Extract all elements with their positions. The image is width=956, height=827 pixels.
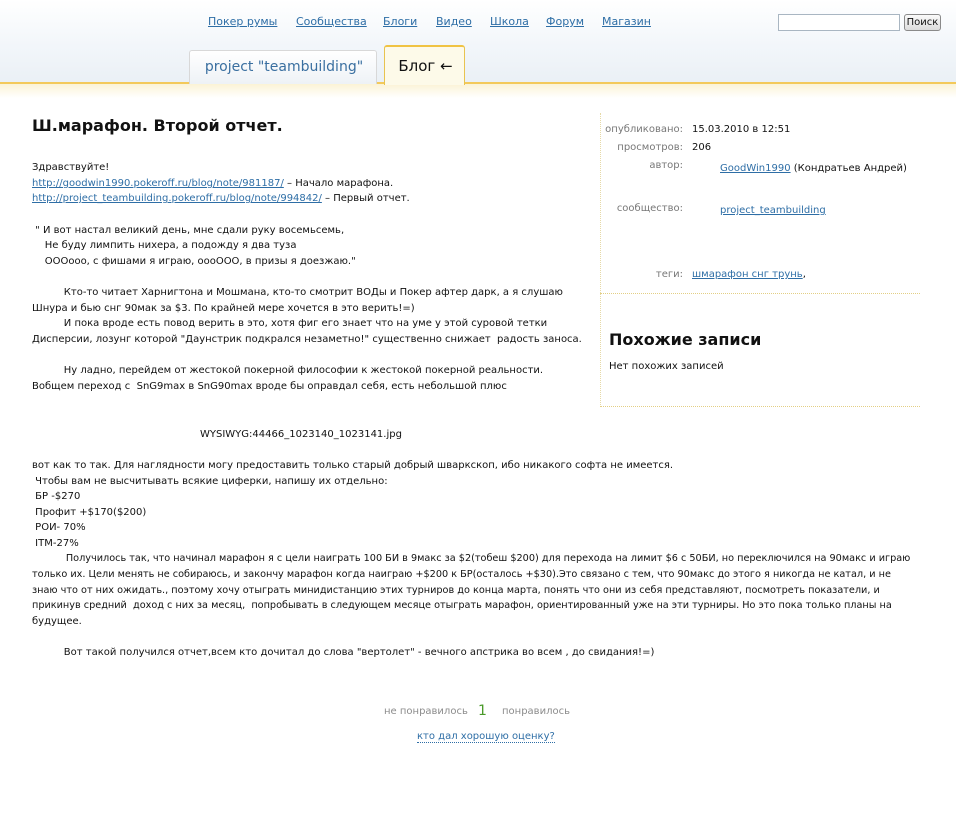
nav-video[interactable]: Видео xyxy=(436,15,472,28)
paragraph-line: прикинув средний доход с них за месяц, попробывать в следующем месяце отыграть марафон, ориентированный уже на эти турниры. Но это пока только планы на xyxy=(32,600,892,611)
author-fullname: (Кондратьев Андрей) xyxy=(790,163,907,174)
poem-line: Не буду лимпить нихера, а подожду я два туза xyxy=(32,240,297,251)
sidebar-divider xyxy=(600,406,920,407)
paragraph-line: Дисперсии, лозунг которой "Даунстрик подкрался незаметно!" существенно снижает радость заноса. xyxy=(32,334,582,345)
image-placeholder-caption: WYSIWYG:44466_1023140_1023141.jpg xyxy=(200,429,402,440)
link1-suffix: – Начало марафона. xyxy=(283,178,394,189)
nav-school[interactable]: Школа xyxy=(490,15,529,28)
nav-blogs[interactable]: Блоги xyxy=(383,15,418,28)
marathon-start-link[interactable]: http://goodwin1990.pokeroff.ru/blog/note/981187/ xyxy=(32,178,284,189)
search-button[interactable]: Поиск xyxy=(904,14,941,31)
published-value: 15.03.2010 в 12:51 xyxy=(692,124,791,135)
closing-line: Вот такой получился отчет,всем кто дочитал до слова "вертолет" - вечного апстрика во всем , до свидания!=) xyxy=(32,647,655,658)
paragraph-line: Шнура и бью снг 90мак за $3. По крайней мере хочется в это верить!=) xyxy=(32,303,415,314)
community-link[interactable]: project_teambuilding xyxy=(720,205,826,216)
paragraph-line: Получилось так, что начинал марафон я с цели наиграть 100 БИ в 9макс за $2(тобеш $200) для перехода на лимит $6 с 50БИ, но переключился на 90макс и играю xyxy=(32,553,911,564)
paragraph-line: вот как то так. Для наглядности могу предоставить только старый добрый шваркскоп, ибо никакого софта не имеется. xyxy=(32,460,674,471)
paragraph-line: Чтобы вам не высчитывать всякие циферки, напишу их отдельно: xyxy=(32,476,388,487)
paragraph-line: Вобщем переход с SnG9max в SnG90max вроде бы оправдал себя, есть небольшой плюс xyxy=(32,381,507,392)
similar-posts-empty: Нет похожих записей xyxy=(609,361,724,372)
tab-blog[interactable] xyxy=(384,45,465,85)
views-value: 206 xyxy=(692,142,712,153)
tags-value xyxy=(692,269,806,280)
site-header xyxy=(0,0,956,84)
stat-line: РОИ- 70% xyxy=(32,522,86,533)
first-report-link[interactable]: http://project_teambuilding.pokeroff.ru/blog/note/994842/ xyxy=(32,193,322,204)
dislike-button[interactable]: не понравилось xyxy=(384,706,468,717)
greeting-text: Здравствуйте! xyxy=(32,162,110,173)
stat-line: ITM-27% xyxy=(32,538,79,549)
paragraph-line: Ну ладно, перейдем от жестокой покерной философии к жестокой покерной реальности. xyxy=(32,365,544,376)
community-value xyxy=(720,205,826,216)
poem-line: " И вот настал великий день, мне сдали руку восемьсемь, xyxy=(32,225,345,236)
sidebar-divider xyxy=(600,293,920,294)
author-link[interactable]: GoodWin1990 xyxy=(720,163,791,174)
tags-suffix: , xyxy=(802,269,806,280)
link-line-1 xyxy=(32,177,393,190)
nav-shop[interactable]: Магазин xyxy=(602,15,651,28)
nav-forum[interactable]: Форум xyxy=(546,15,584,28)
paragraph-line: Кто-то читает Харнигтона и Мошмана, кто-то смотрит ВОДы и Покер афтер дарк, а я слушаю xyxy=(32,287,563,298)
who-voted-link[interactable]: кто дал хорошую оценку? xyxy=(417,731,555,742)
views-label: просмотров: xyxy=(617,142,683,153)
link-line-2 xyxy=(32,192,410,205)
top-navigation xyxy=(0,15,700,31)
link2-suffix: – Первый отчет. xyxy=(321,193,410,204)
tab-project[interactable] xyxy=(189,50,377,84)
tags-label: теги: xyxy=(655,269,683,280)
author-label: автор: xyxy=(649,160,683,171)
paragraph-line: будущее. xyxy=(32,616,82,627)
header-shadow xyxy=(0,84,956,98)
nav-poker-rooms[interactable]: Покер румы xyxy=(208,15,278,28)
paragraph-line: знаю что от них ожидать., поэтому хочу отыграть минидистанцию этих турниров до конца марта, понять что они из себя представляют, посмотреть показатели, и xyxy=(32,585,880,596)
tab-project-label[interactable]: project "teambuilding" xyxy=(204,59,364,75)
rating-value: 1 xyxy=(478,703,487,719)
tab-blog-label: Блог ← xyxy=(398,57,453,75)
published-label: опубликовано: xyxy=(605,124,683,135)
like-button[interactable]: понравилось xyxy=(502,706,570,717)
paragraph-line: И пока вроде есть повод верить в это, хотя фиг его знает что на уме у этой суровой тетки xyxy=(32,318,548,329)
tag-link[interactable]: шмарафон снг трунь xyxy=(692,269,803,280)
community-label: сообщество: xyxy=(616,203,683,214)
poem-line: ОООооо, с фишами я играю, оооООО, в призы я доезжаю." xyxy=(32,256,356,267)
nav-communities[interactable]: Сообщества xyxy=(296,15,367,28)
paragraph-line: только их. Цели менять не собираюсь, и закончу марафон когда наиграю +$200 к БР(осталось +$30).Это связано с тем, что 90макс до этого я никогда не катал, и не xyxy=(32,569,891,580)
author-value xyxy=(720,163,907,174)
stat-line: Профит +$170($200) xyxy=(32,507,147,518)
similar-posts-title: Похожие записи xyxy=(609,330,762,349)
stat-line: БР -$270 xyxy=(32,491,81,502)
post-title: Ш.марафон. Второй отчет. xyxy=(32,116,283,135)
search-input[interactable] xyxy=(778,14,900,31)
